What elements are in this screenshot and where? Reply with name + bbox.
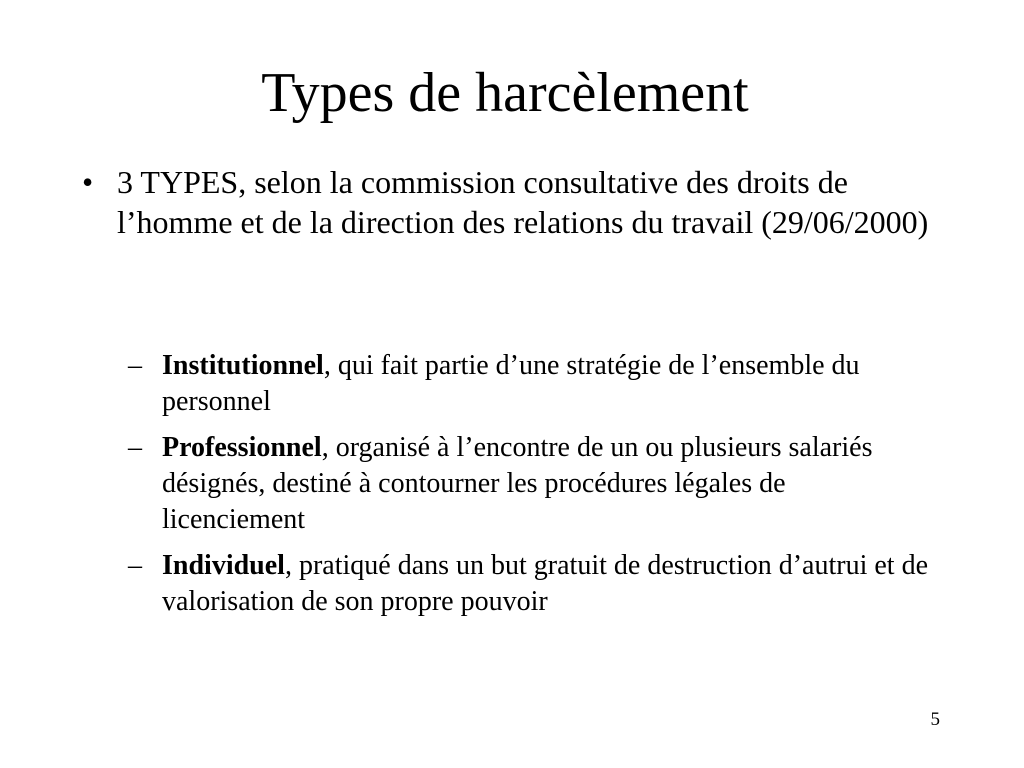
sub-item-professionnel bbox=[128, 430, 928, 538]
sub-item-text bbox=[162, 548, 928, 620]
sub-item-institutionnel bbox=[128, 348, 928, 420]
sub-item-term: Professionnel bbox=[162, 432, 322, 463]
bullet-marker: • bbox=[82, 164, 94, 200]
main-bullet-text: 3 TYPES, selon la commission consultative des droits de l’homme et de la direction des relations du travail (29/06/2000) bbox=[117, 164, 929, 240]
sub-item-text bbox=[162, 348, 928, 420]
sub-item-term: Individuel bbox=[162, 550, 285, 581]
sub-item-description: , organisé à l’encontre de un ou plusieurs salariés désignés, destiné à contourner les procédures légales de licenciement bbox=[162, 432, 873, 535]
sub-item-description: , qui fait partie d’une stratégie de l’ensemble du personnel bbox=[162, 350, 860, 417]
sub-item-description: , pratiqué dans un but gratuit de destruction d’autrui et de valorisation de son propre pouvoir bbox=[162, 550, 928, 617]
slide-title: Types de harcèlement bbox=[261, 62, 749, 124]
dash-marker: – bbox=[128, 550, 142, 581]
sub-item-text bbox=[162, 430, 928, 538]
main-bullet bbox=[82, 162, 942, 242]
sub-item-term: Institutionnel bbox=[162, 350, 324, 381]
sub-item-individuel bbox=[128, 548, 928, 620]
dash-marker: – bbox=[128, 432, 142, 463]
sub-bullet-list bbox=[128, 348, 928, 630]
page-number: 5 bbox=[930, 709, 940, 730]
dash-marker: – bbox=[128, 350, 142, 381]
